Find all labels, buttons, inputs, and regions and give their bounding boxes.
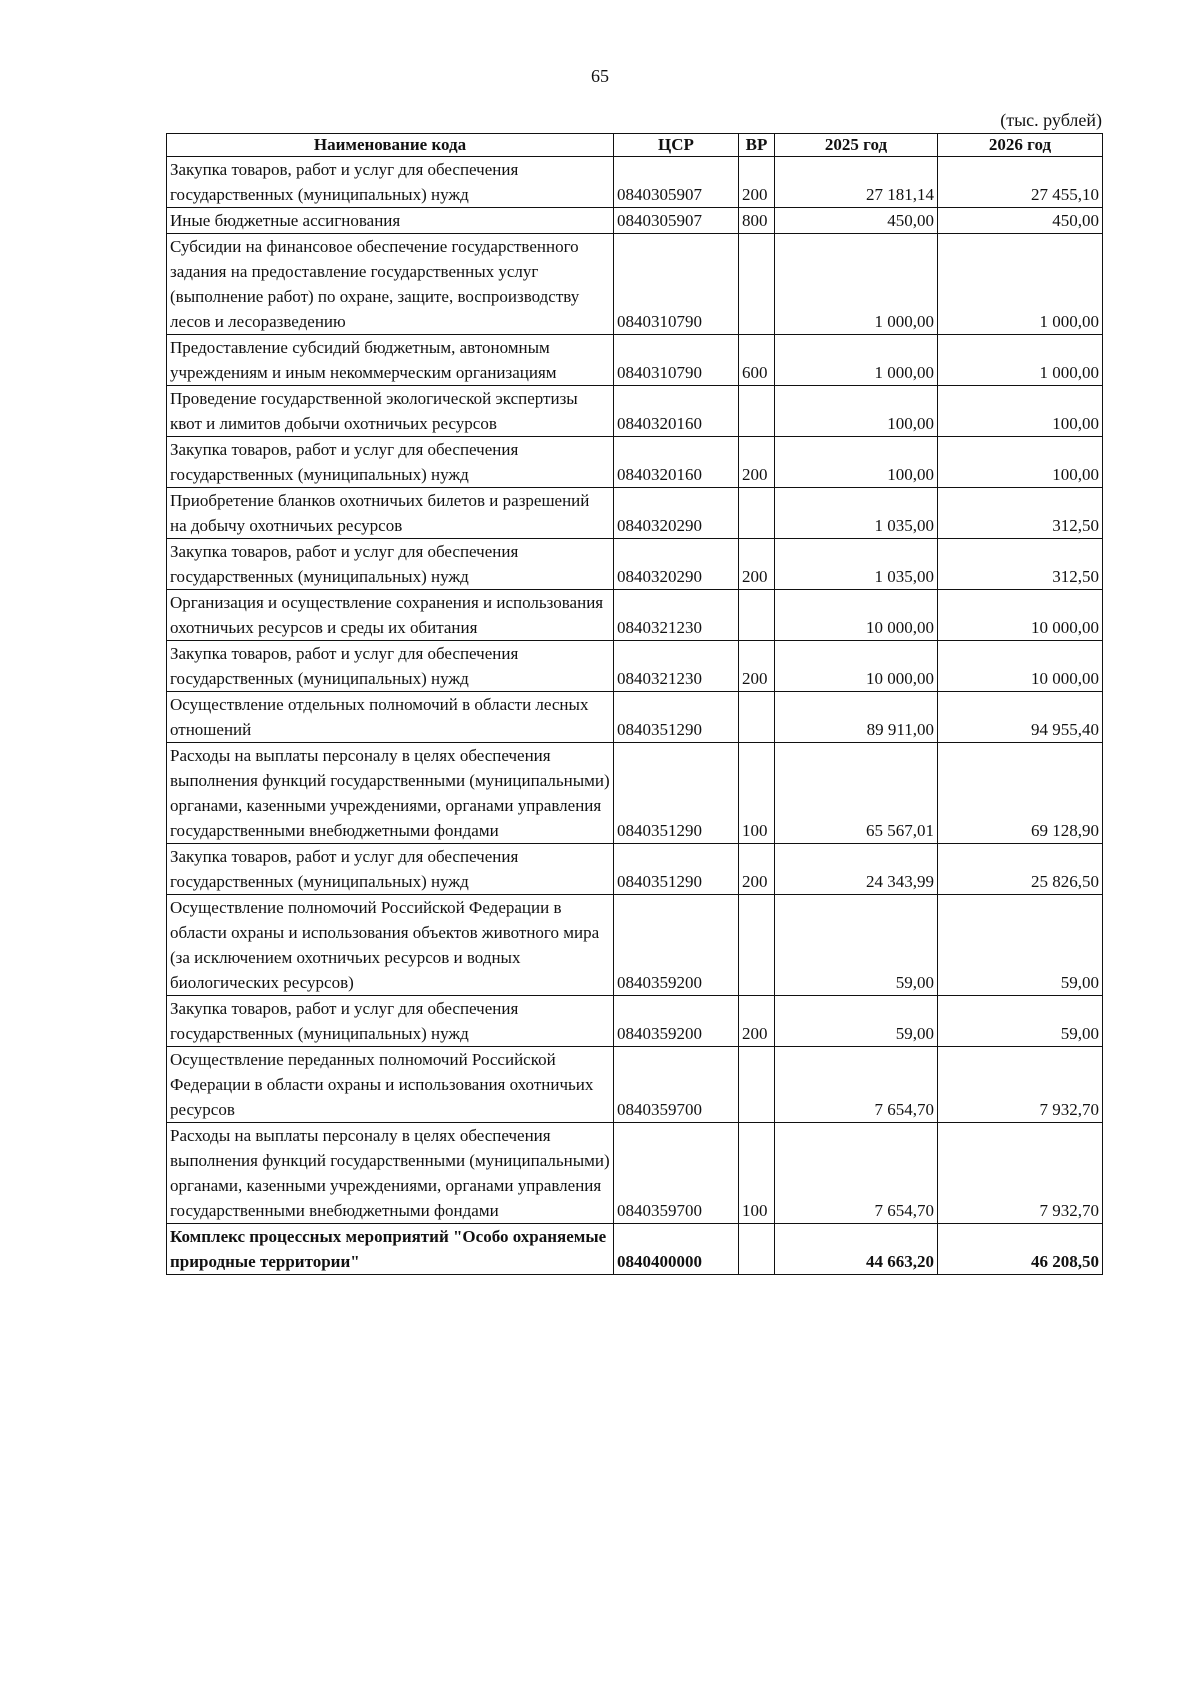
- row-csr: 0840305907: [614, 157, 739, 208]
- table-row: [167, 335, 1103, 386]
- table-row: [167, 641, 1103, 692]
- row-vr: [739, 488, 775, 539]
- row-csr: 0840310790: [614, 335, 739, 386]
- row-2026: 59,00: [938, 996, 1103, 1047]
- row-vr: 200: [739, 539, 775, 590]
- page-number: 65: [591, 66, 609, 86]
- row-vr: 200: [739, 844, 775, 895]
- header-2025: 2025 год: [775, 134, 938, 157]
- row-name: Закупка товаров, работ и услуг для обеспечения государственных (муниципальных) нужд: [167, 437, 614, 488]
- row-name: Закупка товаров, работ и услуг для обеспечения государственных (муниципальных) нужд: [167, 539, 614, 590]
- table-row: [167, 234, 1103, 335]
- row-name: Организация и осуществление сохранения и использования охотничьих ресурсов и среды их обитания: [167, 590, 614, 641]
- row-2026: 100,00: [938, 437, 1103, 488]
- row-2025: 44 663,20: [775, 1224, 938, 1275]
- row-vr: 200: [739, 437, 775, 488]
- row-name: Осуществление полномочий Российской Федерации в области охраны и использования объектов животного мира (за исключением охотничьих ресурсов и водных биологических ресурсов): [167, 895, 614, 996]
- row-csr: 0840320160: [614, 437, 739, 488]
- row-2026: 450,00: [938, 208, 1103, 234]
- row-vr: 800: [739, 208, 775, 234]
- row-2025: 10 000,00: [775, 590, 938, 641]
- row-name: Расходы на выплаты персоналу в целях обеспечения выполнения функций государственными (муниципальными) органами, казенными учреждениями, органами управления государственными внебюджетными фондами: [167, 1123, 614, 1224]
- row-2025: 7 654,70: [775, 1047, 938, 1123]
- row-2026: 100,00: [938, 386, 1103, 437]
- table-row: [167, 1123, 1103, 1224]
- row-2025: 59,00: [775, 996, 938, 1047]
- row-2026: 46 208,50: [938, 1224, 1103, 1275]
- table-row: [167, 157, 1103, 208]
- row-csr: 0840359700: [614, 1047, 739, 1123]
- row-2026: 27 455,10: [938, 157, 1103, 208]
- row-vr: [739, 386, 775, 437]
- row-vr: 100: [739, 743, 775, 844]
- row-csr: 0840310790: [614, 234, 739, 335]
- row-name: Осуществление переданных полномочий Российской Федерации в области охраны и использования охотничьих ресурсов: [167, 1047, 614, 1123]
- row-2026: 10 000,00: [938, 590, 1103, 641]
- row-csr: 0840321230: [614, 590, 739, 641]
- row-vr: [739, 692, 775, 743]
- row-name: Закупка товаров, работ и услуг для обеспечения государственных (муниципальных) нужд: [167, 844, 614, 895]
- table-row: [167, 488, 1103, 539]
- row-2025: 1 035,00: [775, 488, 938, 539]
- row-2026: 25 826,50: [938, 844, 1103, 895]
- row-vr: 100: [739, 1123, 775, 1224]
- row-name: Осуществление отдельных полномочий в области лесных отношений: [167, 692, 614, 743]
- row-vr: 200: [739, 996, 775, 1047]
- row-csr: 0840320290: [614, 539, 739, 590]
- row-2025: 65 567,01: [775, 743, 938, 844]
- units-label: (тыс. рублей): [1000, 110, 1102, 130]
- table-row: [167, 996, 1103, 1047]
- row-2026: 69 128,90: [938, 743, 1103, 844]
- header-name: Наименование кода: [167, 134, 614, 157]
- row-csr: 0840359200: [614, 895, 739, 996]
- row-csr: 0840351290: [614, 844, 739, 895]
- row-csr: 0840320290: [614, 488, 739, 539]
- table-header-row: [167, 134, 1103, 157]
- row-name: Закупка товаров, работ и услуг для обеспечения государственных (муниципальных) нужд: [167, 157, 614, 208]
- row-name: Приобретение бланков охотничьих билетов и разрешений на добычу охотничьих ресурсов: [167, 488, 614, 539]
- table-row: [167, 437, 1103, 488]
- row-2026: 1 000,00: [938, 335, 1103, 386]
- row-csr: 0840359200: [614, 996, 739, 1047]
- row-name: Комплекс процессных мероприятий "Особо охраняемые природные территории": [167, 1224, 614, 1275]
- row-2025: 100,00: [775, 386, 938, 437]
- row-csr: 0840351290: [614, 692, 739, 743]
- table-row: [167, 844, 1103, 895]
- table-row: [167, 590, 1103, 641]
- row-csr: 0840351290: [614, 743, 739, 844]
- row-2025: 24 343,99: [775, 844, 938, 895]
- row-vr: [739, 234, 775, 335]
- row-name: Расходы на выплаты персоналу в целях обеспечения выполнения функций государственными (муниципальными) органами, казенными учреждениями, органами управления государственными внебюджетными фондами: [167, 743, 614, 844]
- row-name: Предоставление субсидий бюджетным, автономным учреждениям и иным некоммерческим организациям: [167, 335, 614, 386]
- table-body: [167, 157, 1103, 1275]
- table-row: [167, 743, 1103, 844]
- table-row: [167, 539, 1103, 590]
- row-2025: 100,00: [775, 437, 938, 488]
- row-vr: 200: [739, 157, 775, 208]
- header-vr: ВР: [739, 134, 775, 157]
- row-2026: 312,50: [938, 488, 1103, 539]
- row-2026: 10 000,00: [938, 641, 1103, 692]
- table-row: [167, 386, 1103, 437]
- row-name: Проведение государственной экологической экспертизы квот и лимитов добычи охотничьих ресурсов: [167, 386, 614, 437]
- row-vr: [739, 590, 775, 641]
- row-2026: 7 932,70: [938, 1123, 1103, 1224]
- row-2025: 27 181,14: [775, 157, 938, 208]
- header-2026: 2026 год: [938, 134, 1103, 157]
- row-2025: 1 000,00: [775, 335, 938, 386]
- row-name: Закупка товаров, работ и услуг для обеспечения государственных (муниципальных) нужд: [167, 996, 614, 1047]
- row-2026: 1 000,00: [938, 234, 1103, 335]
- row-2026: 312,50: [938, 539, 1103, 590]
- row-csr: 0840400000: [614, 1224, 739, 1275]
- row-2025: 7 654,70: [775, 1123, 938, 1224]
- table-row: [167, 692, 1103, 743]
- row-2025: 450,00: [775, 208, 938, 234]
- row-csr: 0840305907: [614, 208, 739, 234]
- row-2025: 1 035,00: [775, 539, 938, 590]
- row-2025: 89 911,00: [775, 692, 938, 743]
- row-csr: 0840321230: [614, 641, 739, 692]
- row-csr: 0840320160: [614, 386, 739, 437]
- row-name: Субсидии на финансовое обеспечение государственного задания на предоставление государственных услуг (выполнение работ) по охране, защите, воспроизводству лесов и лесоразведению: [167, 234, 614, 335]
- row-vr: 200: [739, 641, 775, 692]
- row-2025: 1 000,00: [775, 234, 938, 335]
- header-csr: ЦСР: [614, 134, 739, 157]
- row-csr: 0840359700: [614, 1123, 739, 1224]
- table-row: [167, 1224, 1103, 1275]
- row-name: Закупка товаров, работ и услуг для обеспечения государственных (муниципальных) нужд: [167, 641, 614, 692]
- row-vr: [739, 1224, 775, 1275]
- row-2025: 59,00: [775, 895, 938, 996]
- table-row: [167, 208, 1103, 234]
- row-name: Иные бюджетные ассигнования: [167, 208, 614, 234]
- row-2026: 94 955,40: [938, 692, 1103, 743]
- budget-table: [166, 133, 1103, 1275]
- row-vr: [739, 895, 775, 996]
- table-row: [167, 895, 1103, 996]
- row-2026: 7 932,70: [938, 1047, 1103, 1123]
- row-2025: 10 000,00: [775, 641, 938, 692]
- row-2026: 59,00: [938, 895, 1103, 996]
- table-row: [167, 1047, 1103, 1123]
- row-vr: [739, 1047, 775, 1123]
- row-vr: 600: [739, 335, 775, 386]
